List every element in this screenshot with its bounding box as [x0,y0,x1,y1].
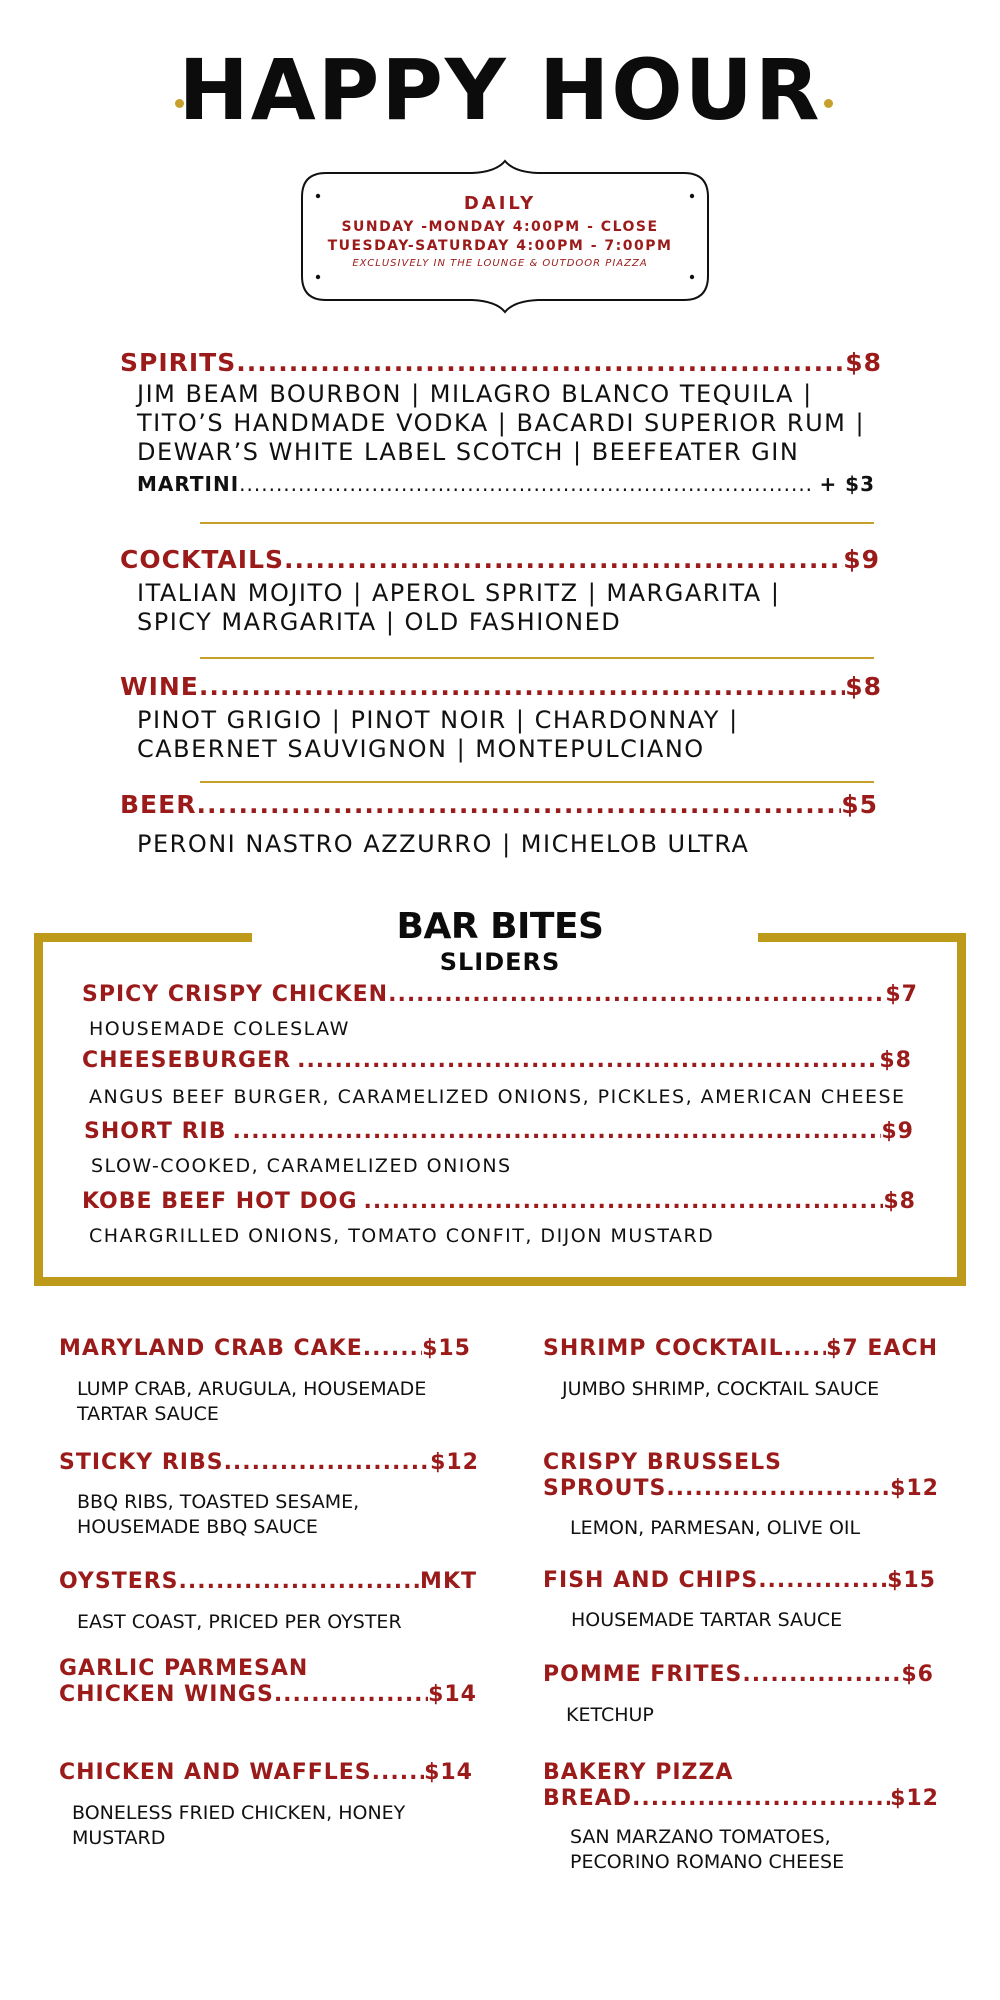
bite-name: KOBE BEEF HOT DOG [82,1189,358,1214]
cocktails-dot-leader [284,545,843,574]
menu-item-header [59,1336,471,1362]
menu-item-description [570,1825,844,1875]
menu-item-name-line [543,1476,939,1502]
menu-item-price: $7 EACH [826,1336,938,1361]
bite-dot-leader [226,1119,881,1144]
menu-item-price: MKT [420,1569,477,1594]
menu-item-description [72,1801,405,1851]
menu-item-name: CHICKEN AND WAFFLES [59,1760,372,1785]
menu-item-description-line: JUMBO SHRIMP, COCKTAIL SAUCE [562,1378,880,1400]
menu-item-description-line: BBQ RIBS, TOASTED SESAME, [77,1491,360,1513]
title-dot-right [824,99,833,108]
menu-item-description-line: SAN MARZANO TOMATOES, [570,1826,831,1848]
menu-item-price: $12 [430,1450,479,1475]
hours-heading: DAILY [463,193,537,214]
menu-item-description-line: PECORINO ROMANO CHEESE [570,1851,845,1873]
menu-item-description [77,1377,426,1427]
menu-item-description-line: HOUSEMADE TARTAR SAUCE [571,1609,843,1631]
spirits-price: $8 [845,348,882,377]
menu-item-description [562,1377,879,1402]
menu-item-description [566,1703,654,1728]
menu-item-description-line: LUMP CRAB, ARUGULA, HOUSEMADE [77,1378,427,1400]
menu-item-price: $14 [424,1760,473,1785]
cocktails-price: $9 [843,545,880,574]
menu-item-price: $12 [890,1786,939,1811]
wine-line: PINOT GRIGIO | PINOT NOIR | CHARDONNAY | [137,706,739,734]
beer-header [120,790,878,819]
menu-item-name: OYSTERS [59,1569,179,1594]
menu-item-name: POMME FRITES [543,1662,743,1687]
menu-item-header [59,1656,477,1708]
bite-item [82,982,918,1007]
bite-item [84,1119,914,1144]
menu-item-name: STICKY RIBS [59,1450,224,1475]
menu-item-name: GARLIC PARMESAN [59,1656,309,1681]
menu-item-description-line: LEMON, PARMESAN, OLIVE OIL [570,1517,861,1539]
menu-item-header [59,1450,479,1476]
menu-item-description-line: BONELESS FRIED CHICKEN, HONEY [72,1802,406,1824]
menu-item-price: $6 [901,1662,934,1687]
martini-addon [137,472,875,496]
bite-dot-leader [388,982,885,1007]
menu-item-dot-leader [632,1786,890,1812]
bite-price: $8 [879,1048,912,1073]
bite-description: CHARGRILLED ONIONS, TOMATO CONFIT, DIJON MUSTARD [89,1225,715,1247]
martini-label: MARTINI [137,472,240,496]
hours-note: EXCLUSIVELY IN THE LOUNGE & OUTDOOR PIAZZA [352,258,648,269]
bite-item [82,1048,912,1073]
menu-item-name: BREAD [543,1786,633,1811]
menu-item-name: MARYLAND CRAB CAKE [59,1336,363,1361]
bite-description: HOUSEMADE COLESLAW [89,1018,350,1040]
divider [200,522,874,524]
menu-item-description-line: TARTAR SAUCE [77,1403,219,1425]
menu-item-header [543,1568,936,1594]
menu-item-name: SHRIMP COCKTAIL [543,1336,784,1361]
menu-item-header [543,1760,939,1812]
bite-name: SHORT RIB [84,1119,227,1144]
spirits-dot-leader [236,348,845,377]
spirits-header [120,348,882,377]
menu-item-description [571,1608,842,1633]
menu-item-header [543,1662,934,1688]
wine-list [137,706,739,764]
menu-item-dot-leader [274,1682,428,1708]
wine-line: CABERNET SAUVIGNON | MONTEPULCIANO [137,735,705,763]
menu-item-price: $15 [422,1336,471,1361]
menu-item-header [543,1450,939,1502]
bar-bites-frame-top-left [34,933,252,942]
menu-item-name-line [59,1682,477,1708]
divider [200,781,874,783]
wine-price: $8 [845,672,882,701]
spirits-line: DEWAR’S WHITE LABEL SCOTCH | BEEFEATER GIN [137,438,800,466]
bite-dot-leader [358,1189,884,1214]
spirits-label: SPIRITS [120,348,237,377]
spirits-list [137,380,865,467]
divider [200,657,874,659]
hours-line-2: TUESDAY-SATURDAY 4:00PM - 7:00PM [327,238,673,254]
cocktails-header [120,545,880,574]
menu-item-dot-leader [224,1450,431,1476]
wine-header [120,672,882,701]
bar-bites-title: BAR BITES [396,906,604,947]
menu-item-dot-leader [363,1336,422,1362]
cocktails-list [137,579,780,637]
beer-dot-leader [196,790,841,819]
menu-item-header [59,1760,473,1786]
menu-item-dot-leader [784,1336,826,1362]
bite-description: SLOW-COOKED, CARAMELIZED ONIONS [91,1155,512,1177]
martini-price: + $3 [819,472,875,496]
menu-item-price: $15 [887,1568,936,1593]
page-title: HAPPY HOUR [178,41,822,139]
beer-label: BEER [120,790,197,819]
martini-dot-leader [239,472,813,496]
spirits-line: TITO’S HANDMADE VODKA | BACARDI SUPERIOR RUM | [137,409,866,437]
bite-dot-leader [291,1048,879,1073]
wine-dot-leader [199,672,845,701]
menu-item-dot-leader [372,1760,424,1786]
menu-item-dot-leader [758,1568,887,1594]
beer-list [137,830,749,859]
menu-item-name: CRISPY BRUSSELS [543,1450,782,1475]
menu-item-price: $12 [890,1476,939,1501]
beer-line: PERONI NASTRO AZZURRO | MICHELOB ULTRA [137,830,750,858]
menu-item-name: BAKERY PIZZA [543,1760,734,1785]
spirits-line: JIM BEAM BOURBON | MILAGRO BLANCO TEQUILA | [137,380,813,408]
bite-name: SPICY CRISPY CHICKEN [82,982,389,1007]
menu-item-dot-leader [666,1476,890,1502]
bar-bites-frame-top-right [758,933,966,942]
bite-description: ANGUS BEEF BURGER, CARAMELIZED ONIONS, PICKLES, AMERICAN CHEESE [89,1086,906,1108]
bite-price: $9 [881,1119,914,1144]
menu-item-header [543,1336,938,1362]
bar-bites-subtitle: SLIDERS [439,948,561,976]
menu-item-description-line: EAST COAST, PRICED PER OYSTER [77,1611,402,1633]
menu-item-price: $14 [428,1682,477,1707]
bite-item [82,1189,916,1214]
menu-item-description [77,1610,402,1635]
menu-item-name: FISH AND CHIPS [543,1568,759,1593]
bite-name: CHEESEBURGER [82,1048,292,1073]
bite-price: $7 [885,982,918,1007]
cocktails-label: COCKTAILS [120,545,285,574]
menu-item-description-line: HOUSEMADE BBQ SAUCE [77,1516,318,1538]
menu-item-description-line: KETCHUP [566,1704,654,1726]
menu-item-description [77,1490,359,1540]
cocktails-line: ITALIAN MOJITO | APEROL SPRITZ | MARGARITA | [137,579,781,607]
menu-item-dot-leader [179,1569,421,1595]
menu-item-dot-leader [742,1662,901,1688]
bite-price: $8 [883,1189,916,1214]
wine-label: WINE [120,672,199,701]
menu-item-name: SPROUTS [543,1476,667,1501]
hours-line-1: SUNDAY -MONDAY 4:00PM - CLOSE [341,219,659,235]
menu-item-header [59,1569,477,1595]
beer-price: $5 [841,790,878,819]
menu-item-name: CHICKEN WINGS [59,1682,274,1707]
menu-item-description [570,1516,860,1541]
menu-item-name-line [543,1786,939,1812]
menu-item-description-line: MUSTARD [72,1827,166,1849]
cocktails-line: SPICY MARGARITA | OLD FASHIONED [137,608,622,636]
